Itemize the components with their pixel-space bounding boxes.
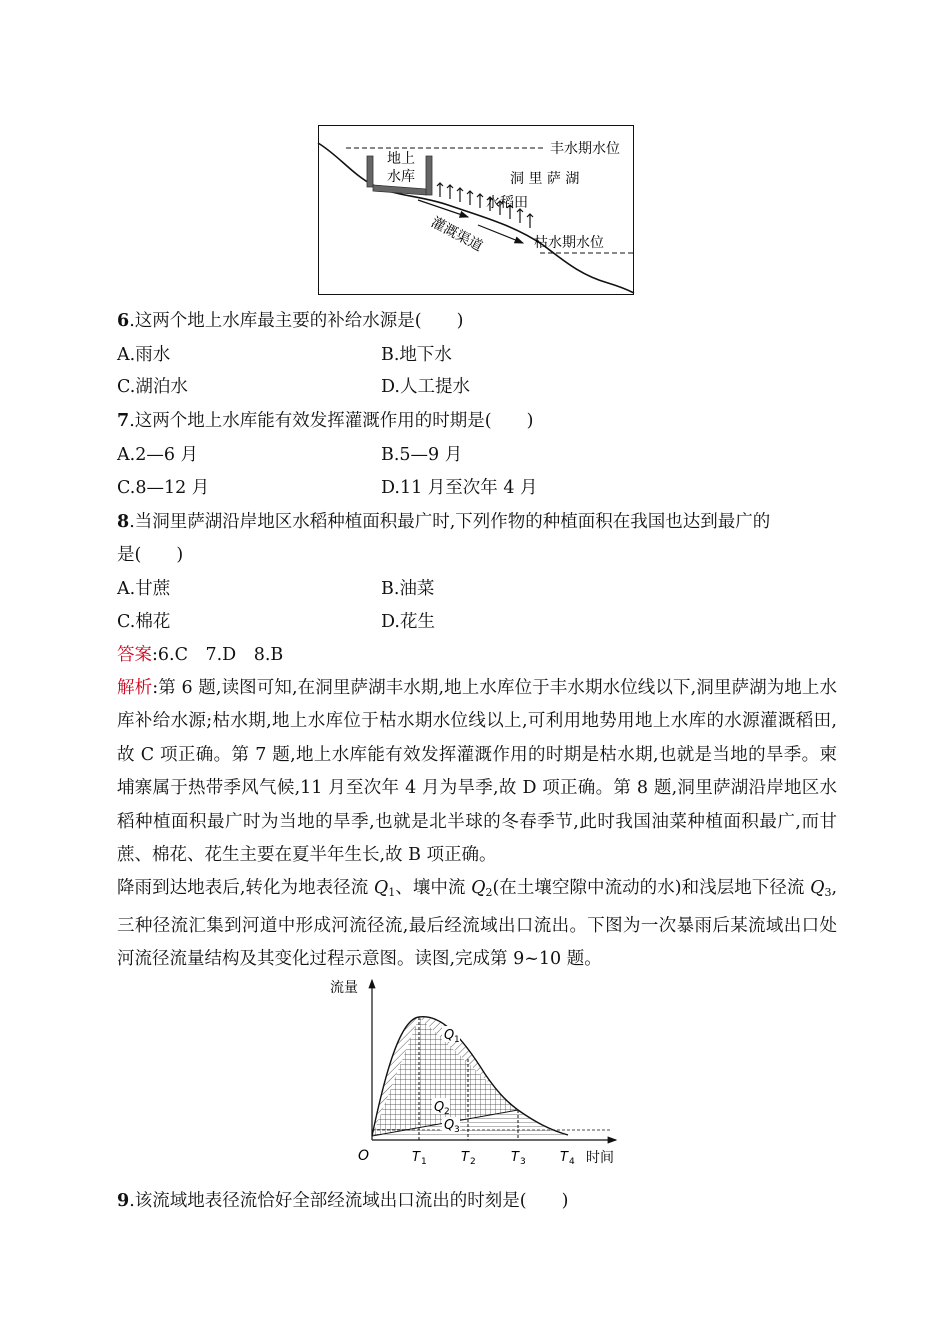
answer-label: 答案 xyxy=(117,645,152,665)
option-c[interactable]: C.8—12 月 xyxy=(117,478,210,498)
option-b[interactable]: B.油菜 xyxy=(381,579,435,599)
analysis-block xyxy=(117,672,837,977)
t4-tick-label xyxy=(560,1150,575,1167)
q2-subscript: 2 xyxy=(485,886,493,900)
option-a[interactable]: A.2—6 月 xyxy=(117,445,199,465)
intro-paragraph xyxy=(117,872,837,976)
svg-text:T: T xyxy=(560,1150,568,1165)
option-c[interactable]: C.棉花 xyxy=(117,612,171,632)
intro-text-3: (在土壤空隙中流动的水)和浅层地下径流 xyxy=(492,878,811,899)
svg-text:4: 4 xyxy=(569,1157,575,1167)
answer-line xyxy=(117,643,283,667)
question-number: 9 xyxy=(117,1191,130,1211)
question-text: .这两个地上水库最主要的补给水源是( ) xyxy=(129,311,464,331)
question-8-continued xyxy=(117,543,183,567)
svg-text:Q: Q xyxy=(434,1100,445,1115)
option-a[interactable]: A.雨水 xyxy=(117,345,171,365)
svg-text:T: T xyxy=(461,1150,469,1165)
question-6-options-row2 xyxy=(117,375,470,399)
option-d[interactable]: D.人工提水 xyxy=(381,377,470,397)
svg-text:Q: Q xyxy=(444,1118,455,1133)
intro-text-4: ,三种径流汇集到河道中形成河流径流,最后经流域出口流出。下图为一次暴雨后某流域出口处河流径流量结构及其变化过程示意图。读图,完成第 9~10 题。 xyxy=(117,878,838,970)
svg-text:T: T xyxy=(511,1150,519,1165)
question-number: 8 xyxy=(117,512,130,532)
question-text-cont: 是( ) xyxy=(117,545,184,565)
intro-text-2: 、壤中流 xyxy=(395,878,472,899)
canal-label: 灌溉渠道 xyxy=(428,214,486,255)
analysis-text: :第 6 题,读图可知,在洞里萨湖丰水期,地上水库位于丰水期水位线以下,洞里萨湖为地上水库补给水源;枯水期,地上水库位于枯水期水位线以上,可利用地势用地上水库的水源灌溉稻田,故 C 项正确。第 7 题,地上水库能有效发挥灌溉作用的时期是枯水期,也就是当地的旱季。柬埔寨属于热带季风气候,11 月至次年 4 月为旱季,故 D 项正确。第 8 题,洞里萨湖沿岸地区水稻种植面积最广时为当地的旱季,也就是北半球的冬春季节,此时我国油菜种植面积最广,而甘蔗、棉花、花生主要在夏半年生长,故 B 项正确。 xyxy=(117,678,838,866)
option-b[interactable]: B.5—9 月 xyxy=(381,445,463,465)
paddy-label: 水稻田 xyxy=(486,195,528,211)
analysis-paragraph xyxy=(117,672,837,872)
question-text: .该流域地表径流恰好全部经流域出口流出的时刻是( ) xyxy=(129,1191,569,1211)
reservoir-label-line1: 地上 xyxy=(387,151,415,167)
question-text: .这两个地上水库能有效发挥灌溉作用的时期是( ) xyxy=(129,411,534,431)
question-text: .当洞里萨湖沿岸地区水稻种植面积最广时,下列作物的种植面积在我国也达到最广的 xyxy=(129,512,771,532)
x-axis-label: 时间 xyxy=(586,1150,614,1166)
question-7-options-row2 xyxy=(117,476,538,500)
lake-label: 洞 里 萨 湖 xyxy=(510,171,580,187)
q2-symbol: Q xyxy=(471,878,486,899)
svg-text:3: 3 xyxy=(454,1125,460,1135)
question-6 xyxy=(117,309,463,333)
question-8-options-row1 xyxy=(117,577,435,601)
analysis-label: 解析 xyxy=(117,678,153,698)
question-number: 6 xyxy=(117,311,130,331)
q1-label xyxy=(442,1026,460,1045)
t2-tick-label xyxy=(461,1150,476,1167)
q3-subscript: 3 xyxy=(824,886,832,900)
q3-symbol: Q xyxy=(810,878,825,899)
reservoir-label-line2: 水库 xyxy=(387,169,415,185)
option-d[interactable]: D.11 月至次年 4 月 xyxy=(381,478,538,498)
question-8-options-row2 xyxy=(117,610,435,634)
t1-tick-label xyxy=(412,1150,427,1167)
svg-text:1: 1 xyxy=(454,1035,460,1045)
t3-tick-label xyxy=(511,1150,526,1167)
runoff-hydrograph xyxy=(330,974,620,1174)
svg-text:2: 2 xyxy=(444,1107,450,1117)
reservoir-right-wall xyxy=(426,156,432,195)
reservoir-left-wall xyxy=(367,156,373,187)
origin-label: O xyxy=(358,1148,370,1164)
question-7 xyxy=(117,409,533,433)
intro-text-1: 降雨到达地表后,转化为地表径流 xyxy=(117,878,374,899)
q1-symbol: Q xyxy=(373,878,389,899)
q1-subscript: 1 xyxy=(388,886,396,900)
y-axis-label: 流量 xyxy=(330,980,358,996)
option-c[interactable]: C.湖泊水 xyxy=(117,377,188,397)
q2-label xyxy=(432,1098,450,1117)
reservoir-diagram xyxy=(318,125,634,295)
question-6-options-row1 xyxy=(117,343,452,367)
q3-label xyxy=(442,1117,460,1135)
option-b[interactable]: B.地下水 xyxy=(381,345,452,365)
answer-text: :6.C 7.D 8.B xyxy=(152,645,284,665)
svg-text:1: 1 xyxy=(421,1157,427,1167)
option-d[interactable]: D.花生 xyxy=(381,612,435,632)
question-8 xyxy=(117,510,770,534)
svg-text:T: T xyxy=(412,1150,420,1165)
svg-text:2: 2 xyxy=(470,1157,476,1167)
high-water-label: 丰水期水位 xyxy=(550,141,620,157)
svg-text:3: 3 xyxy=(520,1157,526,1167)
option-a[interactable]: A.甘蔗 xyxy=(117,579,171,599)
svg-text:Q: Q xyxy=(444,1028,455,1043)
low-water-label: 枯水期水位 xyxy=(534,235,604,251)
question-7-options-row1 xyxy=(117,443,463,467)
question-number: 7 xyxy=(117,411,130,431)
question-9 xyxy=(117,1189,568,1213)
terrain-profile xyxy=(318,143,634,293)
